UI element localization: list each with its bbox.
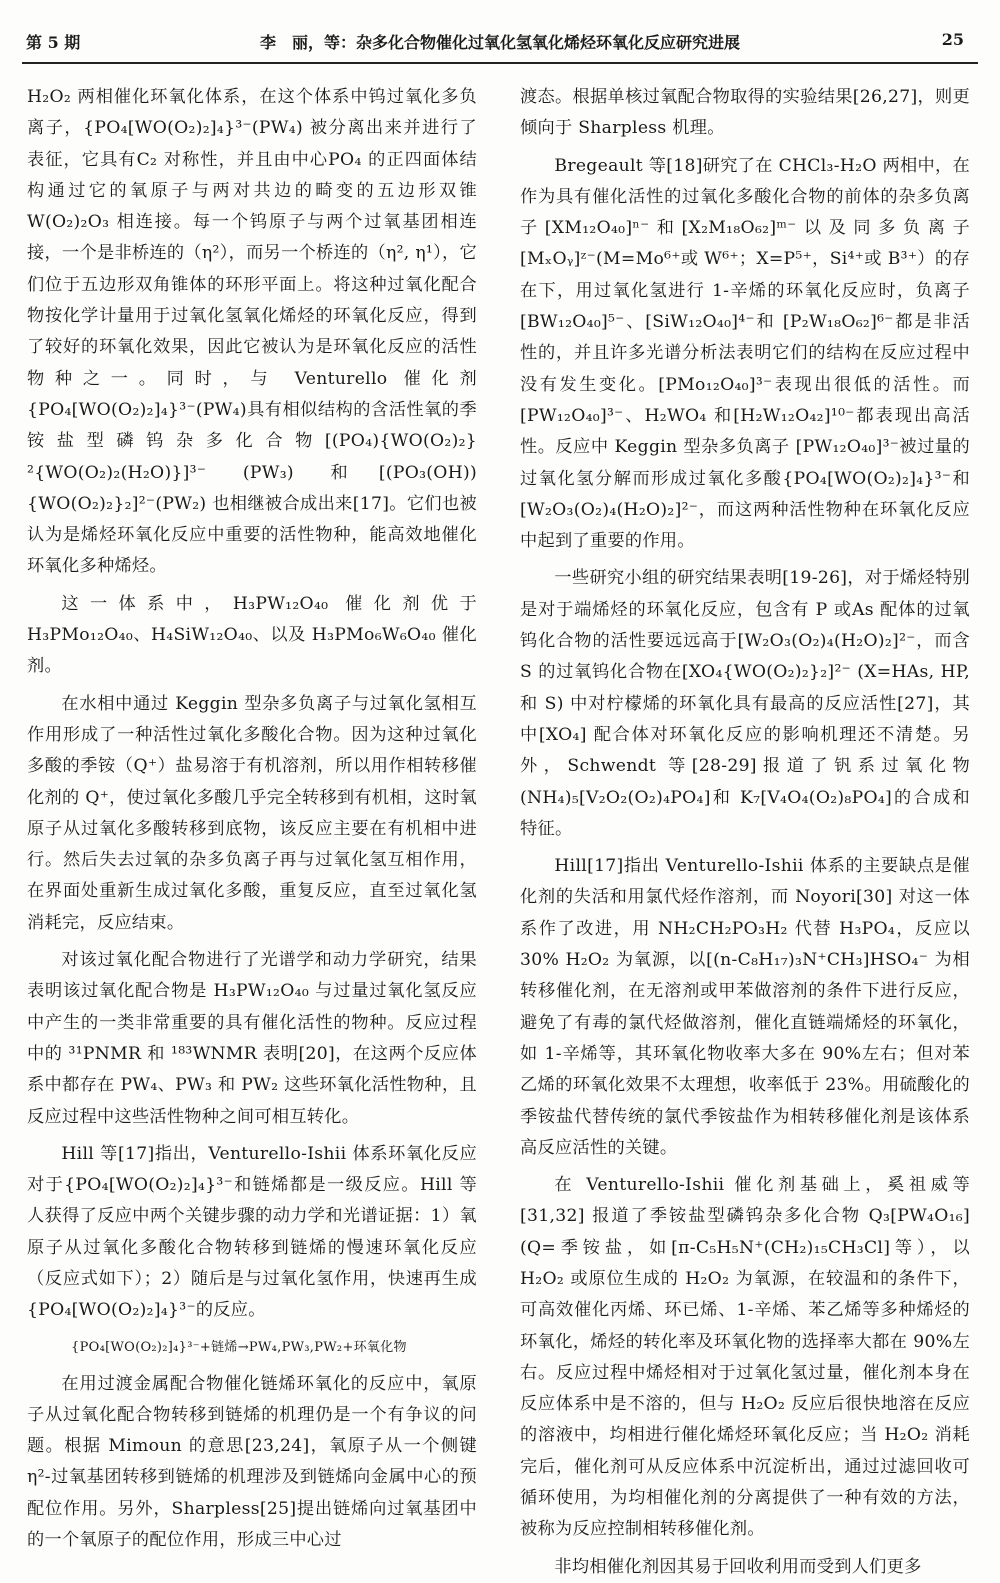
page-number: 25 bbox=[941, 30, 964, 49]
right-column bbox=[520, 82, 970, 1583]
running-header bbox=[22, 26, 978, 60]
header-rule bbox=[22, 62, 978, 64]
paragraph: 在水相中通过 Keggin 型杂多负离子与过氧化氢相互作用形成了一种活性过氧化多酸化合物。因为这种过氧化多酸的季铵（Q⁺）盐易溶于有机溶剂，所以用作相转移催化剂的 Q⁺，使过氧化多酸几乎完全转移到有机相，这时氧原子从过氧化多酸转移到底物，该反应主要在有机相中进行。然后失去过氧的杂多负离子再与过氧化氢互相作用，在界面处重新生成过氧化多酸，重复反应，直至过氧化氢消耗完，反应结束。 bbox=[27, 693, 477, 933]
paragraph: 非均相催化剂因其易于回收利用而受到人们更多 bbox=[554, 1556, 922, 1577]
paragraph: Hill[17]指出 Venturello-Ishii 体系的主要缺点是催化剂的失活和用氯代烃作溶剂，而 Noyori[30] 对这一体系作了改进，用 NH₂CH₂PO₃H₂ 代替 H₃PO₄，反应以 30% H₂O₂ 为氧源，以[(n-C₈H₁₇)₃N⁺CH₃]HSO₄⁻ 为相转移催化剂，在无溶剂或甲苯做溶剂的条件下进行反应，避免了有毒的氯代烃做溶剂，催化直链端烯烃的环氧化，如 1-辛烯等，其环氧化物收率大多在 90%左右；但对苯乙烯的环氧化效果不太理想，收率低于 23%。用硫酸化的季铵盐代替传统的氯代季铵盐作为相转移催化剂是该体系高反应活性的关键。 bbox=[520, 856, 970, 1158]
left-column bbox=[27, 82, 477, 1556]
paragraph: 渡态。根据单核过氧配合物取得的实验结果[26,27]，则更倾向于 Sharpless 机理。 bbox=[520, 87, 970, 139]
paragraph: H₂O₂ 两相催化环氧化体系，在这个体系中钨过氧化多负离子，{PO₄[WO(O₂)₂]₄}³⁻(PW₄) 被分离出来并进行了表征，它具有C₂ 对称性，并且由中心PO₄ 的正四面体结构通过它的氧原子与两对共边的畸变的五边形双锥 W(O₂)₂O₃ 相连接。每一个钨原子与两个过氧基团相连接，一个是非桥连的（η²），而另一个桥连的（η², η¹），它们位于五边形双角锥体的环形平面上。将这种过氧化配合物按化学计量用于过氧化氢氧化烯烃的环氧化反应，得到了较好的环氧化效果，因此它被认为是环氧化反应的活性物种之一。同时，与 Venturello 催化剂{PO₄[WO(O₂)₂]₄}³⁻(PW₄)具有相似结构的含活性氧的季铵盐型磷钨杂多化合物[(PO₄){WO(O₂)₂}²{WO(O₂)₂(H₂O)}]³⁻ (PW₃) 和[(PO₃(OH)){WO(O₂)₂}₂]²⁻(PW₂) 也相继被合成出来[17]。它们也被认为是烯烃环氧化反应中重要的活性物种，能高效地催化环氧化多种烯烃。 bbox=[27, 87, 477, 577]
paragraph: 对该过氧化配合物进行了光谱学和动力学研究，结果表明该过氧化配合物是 H₃PW₁₂O₄₀ 与过量过氧化氢反应中产生的一类非常重要的具有催化活性的物种。反应过程中的 ³¹PNMR 和 ¹⁸³WNMR 表明[20]，在这两个反应体系中都存在 PW₄、PW₃ 和 PW₂ 这些环氧化活性物种，且反应过程中这些活性物种之间可相互转化。 bbox=[27, 950, 477, 1127]
paragraph: 在用过渡金属配合物催化链烯环氧化的反应中，氧原子从过氧化配合物转移到链烯的机理仍是一个有争议的问题。根据 Mimoun 的意思[23,24]，氧原子从一个侧键 η²-过氧基团转移到链烯的机理涉及到链烯向金属中心的预配位作用。另外，Sharpless[25]提出链烯向过氧基团中的一个氧原子的配位作用，形成三中心过 bbox=[27, 1373, 477, 1551]
paragraph: 在 Venturello-Ishii 催化剂基础上，奚祖威等[31,32] 报道了季铵盐型磷钨杂多化合物 Q₃[PW₄O₁₆](Q=季铵盐，如[π-C₅H₅N⁺(CH₂)₁₅CH₃Cl]等），以 H₂O₂ 或原位生成的 H₂O₂ 为氧源，在较温和的条件下，可高效催化丙烯、环已烯、1-辛烯、苯乙烯等多种烯烃的环氧化，烯烃的转化率及环氧化物的选择率大都在 90%左右。反应过程中烯烃相对于过氧化氢过量，催化剂本身在反应体系中是不溶的，但与 H₂O₂ 反应后很快地溶在反应的溶液中，均相进行催化烯烃环氧化反应；当 H₂O₂ 消耗完后，催化剂可从反应体系中沉淀析出，通过过滤回收可循环使用，为均相催化剂的分离提供了一种有效的方法，被称为反应控制相转移催化剂。 bbox=[520, 1175, 970, 1540]
issue-number: 第 5 期 bbox=[26, 33, 81, 52]
paragraph: 这一体系中，H₃PW₁₂O₄₀ 催化剂优于 H₃PMo₁₂O₄₀、H₄SiW₁₂O₄₀、以及 H₃PMo₆W₆O₄₀ 催化剂。 bbox=[27, 593, 477, 677]
running-title: 李 丽，等：杂多化合物催化过氧化氢氧化烯烃环氧化反应研究进展 bbox=[259, 33, 740, 52]
reaction-equation: {PO₄[WO(O₂)₂]₄}³⁻+链烯→PW₄,PW₃,PW₂+环氧化物 bbox=[71, 1339, 407, 1355]
paragraph: Hill 等[17]指出，Venturello-Ishii 体系环氧化反应对于{PO₄[WO(O₂)₂]₄}³⁻和链烯都是一级反应。Hill 等人获得了反应中两个关键步骤的动力学和光谱证据：1）氧原子从过氧化多酸化合物转移到链烯的慢速环氧化反应（反应式如下）；2）随后是与过氧化氢作用，快速再生成{PO₄[WO(O₂)₂]₄}³⁻的反应。 bbox=[27, 1143, 477, 1321]
paragraph: Bregeault 等[18]研究了在 CHCl₃-H₂O 两相中，在作为具有催化活性的过氧化多酸化合物的前体的杂多负离子[XM₁₂O₄₀]ⁿ⁻和[X₂M₁₈O₆₂]ᵐ⁻以及同多负离子[MₓOᵧ]ᶻ⁻(M=Mo⁶⁺或 W⁶⁺；X=P⁵⁺，Si⁴⁺或 B³⁺）的存在下，用过氧化氢进行 1-辛烯的环氧化反应时，负离子[BW₁₂O₄₀]⁵⁻、[SiW₁₂O₄₀]⁴⁻和 [P₂W₁₈O₆₂]⁶⁻都是非活性的，并且许多光谱分析法表明它们的结构在反应过程中没有发生变化。[PMo₁₂O₄₀]³⁻表现出很低的活性。而[PW₁₂O₄₀]³⁻、H₂WO₄ 和[H₂W₁₂O₄₂]¹⁰⁻都表现出高活性。反应中 Keggin 型杂多负离子 [PW₁₂O₄₀]³⁻被过量的过氧化氢分解而形成过氧化多酸{PO₄[WO(O₂)₂]₄}³⁻和[W₂O₃(O₂)₄(H₂O)₂]²⁻，而这两种活性物种在环氧化反应中起到了重要的作用。 bbox=[520, 155, 970, 552]
paragraph: 一些研究小组的研究结果表明[19-26]，对于烯烃特别是对于端烯烃的环氧化反应，包含有 P 或As 配体的过氧钨化合物的活性要远远高于[W₂O₃(O₂)₄(H₂O)₂]²⁻，而含 S 的过氧钨化合物在[XO₄{WO(O₂)₂}₂]²⁻ (X=HAs, HP, 和 S) 中对柠檬烯的环氧化具有最高的反应活性[27]，其中[XO₄] 配合体对环氧化反应的影响机理还不清楚。另外，Schwendt 等[28-29]报道了钒系过氧化物 (NH₄)₅[V₂O₂(O₂)₄PO₄]和 K₇[V₄O₄(O₂)₈PO₄]的合成和特征。 bbox=[520, 568, 970, 839]
